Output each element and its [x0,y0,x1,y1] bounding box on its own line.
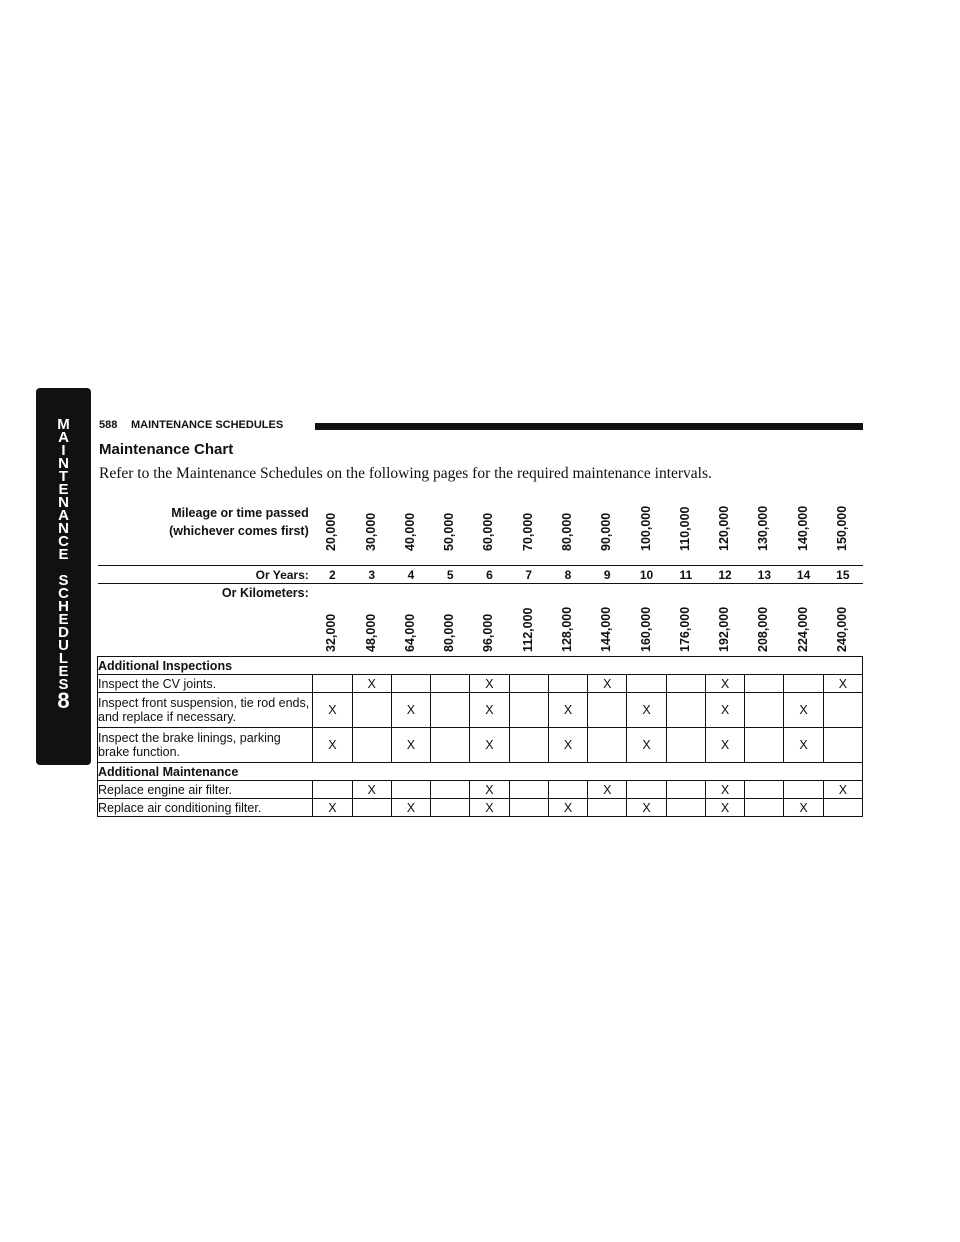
mileage-value: 110,000 [677,506,692,551]
section-title: Additional Maintenance [98,763,863,781]
kilometers-cell [470,584,509,657]
table-row [98,781,863,799]
interval-mark [431,728,470,763]
chapter-side-tab [36,388,91,765]
years-value: 12 [705,566,744,584]
kilometers-value: 240,000 [834,606,849,652]
interval-mark [391,675,430,693]
page-number: 588 [99,419,118,431]
years-value: 2 [313,566,352,584]
mileage-cell [588,496,627,566]
interval-mark: X [548,799,587,817]
kilometers-cell [705,584,744,657]
side-tab-letter: C [58,533,69,550]
interval-mark [666,728,705,763]
side-tab-letter: N [58,455,69,472]
interval-mark [548,675,587,693]
interval-mark: X [705,675,744,693]
interval-mark [352,693,391,728]
mileage-value: 90,000 [599,512,614,551]
interval-mark [509,728,548,763]
header-rule [315,423,863,430]
table-row [98,675,863,693]
years-value: 7 [509,566,548,584]
side-tab-letter: E [58,663,69,680]
interval-mark [588,728,627,763]
mileage-cell [391,496,430,566]
mileage-cell [509,496,548,566]
interval-mark [431,675,470,693]
side-tab-letter: S [58,572,69,589]
interval-mark: X [470,693,509,728]
interval-mark [431,781,470,799]
interval-mark [431,799,470,817]
kilometers-value: 208,000 [756,606,771,652]
interval-mark [391,781,430,799]
interval-mark [666,781,705,799]
interval-mark [745,675,784,693]
kilometers-value: 176,000 [677,606,692,652]
side-tab-letter: A [58,507,69,524]
kilometers-cell [745,584,784,657]
interval-mark [352,728,391,763]
interval-mark: X [588,781,627,799]
section-header-row [98,763,863,781]
kilometers-cell [627,584,666,657]
intro-paragraph: Refer to the Maintenance Schedules on the following pages for the required maintenance intervals. [99,465,712,482]
mileage-value: 40,000 [402,512,417,551]
task-description: Inspect the CV joints. [98,675,313,693]
interval-mark [509,781,548,799]
interval-mark [784,675,823,693]
mileage-cell [745,496,784,566]
years-value: 15 [823,566,862,584]
interval-mark: X [470,728,509,763]
mileage-cell [784,496,823,566]
interval-mark [666,799,705,817]
kilometers-value: 160,000 [638,606,653,652]
kilometers-cell [391,584,430,657]
interval-mark [745,693,784,728]
interval-mark: X [627,728,666,763]
task-description: Replace air conditioning filter. [98,799,313,817]
kilometers-value: 32,000 [324,613,339,652]
side-tab-letter: E [58,611,69,628]
interval-mark: X [313,799,352,817]
interval-mark: X [823,675,862,693]
running-section-title: MAINTENANCE SCHEDULES [131,419,284,431]
interval-mark: X [548,728,587,763]
section-title: Additional Inspections [98,657,863,675]
kilometers-value: 96,000 [481,613,496,652]
kilometers-value: 192,000 [717,606,732,652]
mileage-value: 20,000 [324,512,339,551]
mileage-value: 120,000 [717,505,732,551]
mileage-cell [666,496,705,566]
years-value: 5 [431,566,470,584]
interval-mark: X [391,728,430,763]
interval-mark [666,693,705,728]
side-tab-letter: M [57,416,70,433]
page-header [99,419,864,437]
mileage-value: 60,000 [481,512,496,551]
side-tab-letter: H [58,598,69,615]
mileage-cell [548,496,587,566]
interval-mark [509,693,548,728]
years-value: 11 [666,566,705,584]
mileage-value: 130,000 [756,505,771,551]
years-label: Or Years: [98,566,313,584]
years-value: 9 [588,566,627,584]
kilometers-cell [352,584,391,657]
interval-mark: X [391,799,430,817]
mileage-label-line-1: Mileage or time passed [171,506,309,520]
interval-mark [548,781,587,799]
kilometers-value: 64,000 [402,613,417,652]
mileage-cell [823,496,862,566]
interval-mark: X [352,781,391,799]
years-value: 4 [391,566,430,584]
mileage-value: 30,000 [363,512,378,551]
interval-mark [784,781,823,799]
interval-mark: X [313,728,352,763]
years-value: 13 [745,566,784,584]
kilometers-cell [784,584,823,657]
years-value: 14 [784,566,823,584]
side-tab-letter: T [58,468,69,485]
interval-mark [509,799,548,817]
mileage-label-line-2: (whichever comes first) [169,524,309,538]
years-value: 6 [470,566,509,584]
years-value: 3 [352,566,391,584]
years-value: 8 [548,566,587,584]
interval-mark: X [823,781,862,799]
interval-mark [745,799,784,817]
interval-mark: X [627,693,666,728]
kilometers-cell [666,584,705,657]
side-tab-letter: S [58,676,69,693]
side-tab-letter: N [58,520,69,537]
interval-mark [509,675,548,693]
side-tab-letter: D [58,624,69,641]
interval-mark [313,675,352,693]
interval-mark [745,781,784,799]
section-header-row [98,657,863,675]
interval-mark: X [705,693,744,728]
chapter-number: 8 [57,688,70,713]
kilometers-label: Or Kilometers: [98,584,313,657]
interval-mark [627,781,666,799]
mileage-cell [352,496,391,566]
interval-mark [588,693,627,728]
interval-mark [313,781,352,799]
kilometers-cell [509,584,548,657]
interval-mark [745,728,784,763]
interval-mark [823,799,862,817]
interval-mark [823,693,862,728]
kilometers-value: 224,000 [795,606,810,652]
side-tab-letter: U [58,637,69,654]
side-tab-letter: I [61,442,66,459]
interval-mark: X [784,728,823,763]
kilometers-cell [588,584,627,657]
interval-mark [666,675,705,693]
kilometers-cell [313,584,352,657]
years-header-row [98,566,863,584]
kilometers-cell [431,584,470,657]
mileage-cell [627,496,666,566]
table-row [98,799,863,817]
interval-mark: X [470,781,509,799]
interval-mark: X [705,799,744,817]
page-title: Maintenance Chart [99,441,234,458]
interval-mark: X [705,781,744,799]
interval-mark: X [391,693,430,728]
mileage-cell [705,496,744,566]
kilometers-value: 144,000 [599,606,614,652]
interval-mark: X [705,728,744,763]
kilometers-value: 48,000 [363,613,378,652]
interval-mark [352,799,391,817]
interval-mark: X [627,799,666,817]
task-description: Inspect the brake linings, parking brake function. [98,728,313,763]
table-row [98,693,863,728]
mileage-value: 80,000 [559,512,574,551]
side-tab-letter: E [58,481,69,498]
mileage-value: 150,000 [834,505,849,551]
mileage-header-row [98,496,863,566]
interval-mark: X [588,675,627,693]
interval-mark: X [470,799,509,817]
kilometers-header-row [98,584,863,657]
side-tab-letter: L [58,650,69,667]
kilometers-cell [548,584,587,657]
interval-mark: X [313,693,352,728]
table-row [98,728,863,763]
mileage-label [98,496,313,566]
task-description: Replace engine air filter. [98,781,313,799]
chapter-side-letters [36,418,91,691]
interval-mark [588,799,627,817]
interval-mark [627,675,666,693]
mileage-value: 50,000 [442,512,457,551]
years-value: 10 [627,566,666,584]
interval-mark: X [352,675,391,693]
mileage-cell [431,496,470,566]
maintenance-chart-table [97,496,863,817]
mileage-value: 140,000 [795,505,810,551]
kilometers-cell [823,584,862,657]
kilometers-value: 128,000 [559,606,574,652]
mileage-value: 100,000 [638,505,653,551]
kilometers-value: 112,000 [520,607,535,652]
side-tab-letter: C [58,585,69,602]
task-description: Inspect front suspension, tie rod ends, and replace if necessary. [98,693,313,728]
side-tab-letter: N [58,494,69,511]
mileage-cell [470,496,509,566]
interval-mark [823,728,862,763]
interval-mark: X [784,799,823,817]
interval-mark: X [548,693,587,728]
side-tab-letter: A [58,429,69,446]
interval-mark: X [784,693,823,728]
side-tab-letter: E [58,546,69,563]
mileage-cell [313,496,352,566]
mileage-value: 70,000 [520,512,535,551]
kilometers-value: 80,000 [442,613,457,652]
interval-mark: X [470,675,509,693]
interval-mark [431,693,470,728]
